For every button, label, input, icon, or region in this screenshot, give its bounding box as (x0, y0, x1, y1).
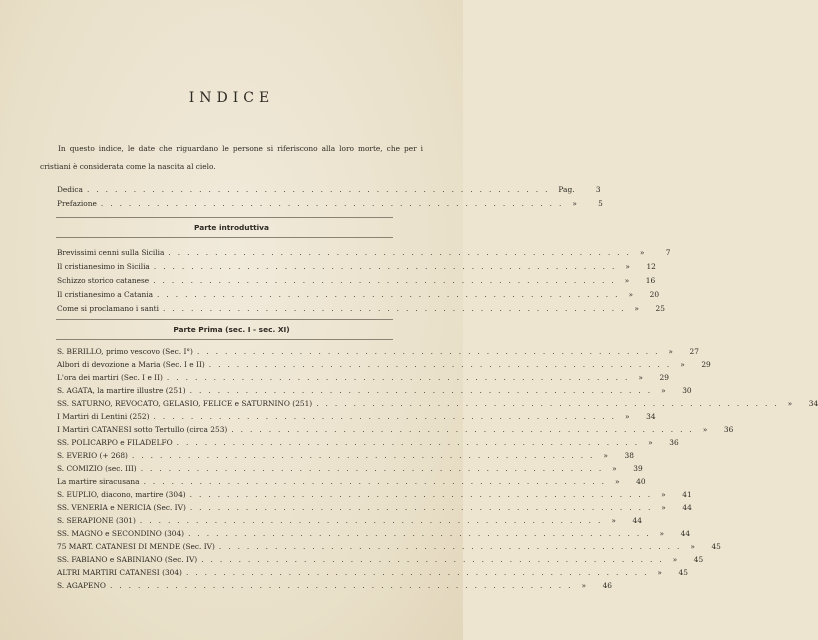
toc-entry-page-label: » (625, 262, 630, 271)
leader-dots: .................................................. (201, 555, 669, 564)
toc-entry-label: Il cristianesimo a Catania (57, 290, 154, 299)
toc-entry-label: SS. POLICARPO e FILADELFO (57, 438, 173, 447)
toc-entry[interactable] (57, 359, 711, 371)
toc-entry-label: I Martiri CATANESI sotto Tertullo (circa 253) (57, 425, 228, 434)
toc-entry[interactable] (57, 303, 665, 315)
toc-entry-page-label: » (661, 386, 666, 395)
toc-entry-page-number: 45 (693, 555, 704, 564)
toc-entry-page-label: » (648, 438, 653, 447)
toc-entry[interactable] (57, 502, 692, 514)
toc-entry-label: S. EVERIO (+ 268) (57, 451, 128, 460)
toc-entry-label: Albori di devozione a Maria (Sec. I e II) (57, 360, 205, 369)
leader-dots: .................................................. (176, 438, 645, 447)
toc-entry-page-label: » (659, 529, 665, 538)
toc-entry-page-label: » (702, 425, 708, 434)
section-rule-bottom (56, 339, 393, 340)
leader-dots: .................................................. (139, 516, 608, 525)
toc-entry-page-number: 34 (808, 399, 818, 408)
toc-entry-page-label: » (668, 347, 673, 356)
toc-entry[interactable] (57, 247, 671, 259)
toc-entry-page-label: » (680, 360, 685, 369)
toc-entry-page-number: 44 (682, 503, 692, 512)
toc-entry-page-number: 29 (659, 373, 669, 382)
toc-entry[interactable] (57, 411, 656, 423)
toc-entry-label: S. AGATA, la martire illustre (251) (57, 386, 186, 395)
toc-entry-page-label: » (690, 542, 695, 551)
toc-entry-page-number: 39 (633, 464, 643, 473)
toc-entry-page-number: 20 (649, 290, 660, 299)
toc-entry-label: SS. FABIANO e SABINIANO (Sec. IV) (57, 555, 198, 564)
toc-entry-label: Il cristianesimo in Sicilia (57, 262, 150, 271)
leader-dots: .................................................. (162, 304, 631, 313)
toc-entry-page-label: » (612, 464, 617, 473)
toc-entry-label: S. EUPLIO, diacono, martire (304) (57, 490, 186, 499)
toc-entry[interactable] (57, 528, 691, 540)
toc-entry-page-label: » (638, 373, 643, 382)
leader-dots: .................................................. (188, 529, 656, 538)
toc-entry-label: Dedica (57, 185, 83, 194)
leader-dots: .................................................. (131, 451, 600, 460)
toc-entry-page-number: 45 (678, 568, 688, 577)
toc-entry[interactable] (57, 275, 656, 287)
leader-dots: .................................................. (153, 262, 622, 271)
leader-dots: .................................................. (208, 360, 677, 369)
toc-entry-page-number: 44 (680, 529, 691, 538)
leader-dots: .................................................. (168, 248, 636, 257)
toc-entry[interactable] (57, 476, 646, 488)
toc-entry-page-number: 29 (701, 360, 711, 369)
toc-entry-page-number: 5 (598, 199, 603, 208)
toc-entry-label: I Martiri di Lentini (252) (57, 412, 150, 421)
leader-dots: .................................................. (189, 503, 658, 512)
toc-entry-page-label: » (615, 477, 620, 486)
toc-entry-page-label: » (611, 516, 616, 525)
toc-entry-label: Brevissimi cenni sulla Sicilia (57, 248, 165, 257)
toc-entry-label: Come si proclamano i santi (57, 304, 159, 313)
toc-entry-dedica[interactable] (57, 184, 601, 196)
toc-entry-page-label: » (581, 581, 586, 590)
toc-entry-page-number: 27 (689, 347, 699, 356)
leader-dots: .................................................. (196, 347, 665, 356)
toc-entry-label: Schizzo storico catanese (57, 276, 150, 285)
toc-entry[interactable] (57, 289, 660, 301)
toc-entry-page-label: » (787, 399, 793, 408)
toc-entry-page-label: » (639, 248, 645, 257)
toc-entry-page-label: » (628, 290, 634, 299)
toc-entry-label: SS. VENERIA e NERICIA (Sec. IV) (57, 503, 186, 512)
index-heading: INDICE (188, 90, 275, 106)
leader-dots: .................................................. (189, 490, 658, 499)
toc-entry-page-number: 36 (669, 438, 679, 447)
leader-dots: .................................................. (166, 373, 635, 382)
toc-entry-page-label: » (634, 304, 639, 313)
toc-entry[interactable] (57, 450, 634, 462)
toc-entry[interactable] (57, 489, 692, 501)
toc-entry-page-number: 12 (646, 262, 656, 271)
leader-dots: .................................................. (185, 568, 654, 577)
toc-entry-label: S. BERILLO, primo vescovo (Sec. I°) (57, 347, 193, 356)
toc-entry-label: S. COMIZIO (sec. III) (57, 464, 137, 473)
leader-dots: .................................................. (86, 185, 555, 194)
section-rule-bottom (56, 237, 393, 238)
toc-entry[interactable] (57, 580, 612, 592)
toc-entry-label: S. SERAPIONE (301) (57, 516, 136, 525)
toc-entry-label: SS. SATURNO, REVOCATO, GELASIO, FELICE e SATURNINO (251) (57, 399, 313, 408)
toc-entry[interactable] (57, 554, 704, 566)
toc-entry-page-number: 16 (645, 276, 656, 285)
toc-entry[interactable] (57, 385, 692, 397)
toc-entry-label: S. AGAPENO (57, 581, 106, 590)
toc-entry[interactable] (57, 346, 699, 358)
toc-entry-page-label: » (661, 490, 666, 499)
leader-dots: .................................................. (153, 276, 621, 285)
leader-dots: .................................................. (218, 542, 687, 551)
toc-entry-label: SS. MAGNO e SECONDINO (304) (57, 529, 185, 538)
section-heading-parte-prima: Parte Prima (sec. I - sec. XI) (173, 325, 290, 334)
toc-entry-page-number: 34 (646, 412, 656, 421)
toc-entry-page-number: 41 (682, 490, 692, 499)
toc-entry-page-label: » (661, 503, 666, 512)
toc-entry-page-number: 44 (632, 516, 642, 525)
toc-entry-page-label: » (572, 199, 577, 208)
toc-entry-prefazione[interactable] (57, 198, 603, 210)
toc-entry-page-label: » (603, 451, 608, 460)
toc-entry[interactable] (57, 463, 643, 475)
toc-entry-page-number: 45 (711, 542, 721, 551)
toc-entry-page-label: » (625, 412, 630, 421)
toc-entry[interactable] (57, 261, 656, 273)
section-rule-top (56, 217, 393, 218)
toc-entry-label: L'ora dei martiri (Sec. I e II) (57, 373, 163, 382)
leader-dots: .................................................. (140, 464, 609, 473)
intro-paragraph: In questo indice, le date che riguardano le persone si riferiscono alla loro morte, che per i cristiani è considerata come la nascita al cielo. (40, 144, 423, 171)
toc-entry-page-number: 30 (682, 386, 692, 395)
leader-dots: .................................................. (143, 477, 612, 486)
section-heading-introduttiva: Parte introduttiva (194, 223, 269, 232)
toc-entry[interactable] (57, 515, 642, 527)
toc-entry[interactable] (57, 437, 679, 449)
leader-dots: .................................................. (153, 412, 621, 421)
toc-entry-page-label: Pag. (558, 185, 575, 194)
toc-entry-label: Prefazione (57, 199, 97, 208)
toc-entry-page-number: 46 (602, 581, 612, 590)
leader-dots: .................................................. (231, 425, 699, 434)
section-rule-top (56, 319, 393, 320)
toc-entry[interactable] (57, 424, 734, 436)
leader-dots: .................................................. (316, 399, 784, 408)
toc-entry-page-number: 36 (723, 425, 734, 434)
toc-entry-page-label: » (672, 555, 678, 564)
leader-dots: .................................................. (189, 386, 658, 395)
toc-entry-page-number: 7 (665, 248, 671, 257)
toc-entry-page-label: » (657, 568, 662, 577)
toc-entry-page-label: » (624, 276, 630, 285)
toc-entry-label: ALTRI MARTIRI CATANESI (304) (57, 568, 182, 577)
toc-entry[interactable] (57, 398, 818, 410)
toc-entry[interactable] (57, 372, 669, 384)
toc-entry[interactable] (57, 567, 688, 579)
toc-entry[interactable] (57, 541, 721, 553)
toc-entry-label: 75 MART. CATANESI DI MENDE (Sec. IV) (57, 542, 215, 551)
toc-entry-label: La martire siracusana (57, 477, 140, 486)
toc-entry-page-number: 38 (624, 451, 634, 460)
toc-entry-page-number: 25 (655, 304, 665, 313)
leader-dots: .................................................. (100, 199, 569, 208)
toc-entry-page-number: 40 (636, 477, 646, 486)
leader-dots: .................................................. (109, 581, 578, 590)
leader-dots: .................................................. (157, 290, 625, 299)
toc-entry-page-number: 3 (595, 185, 601, 194)
